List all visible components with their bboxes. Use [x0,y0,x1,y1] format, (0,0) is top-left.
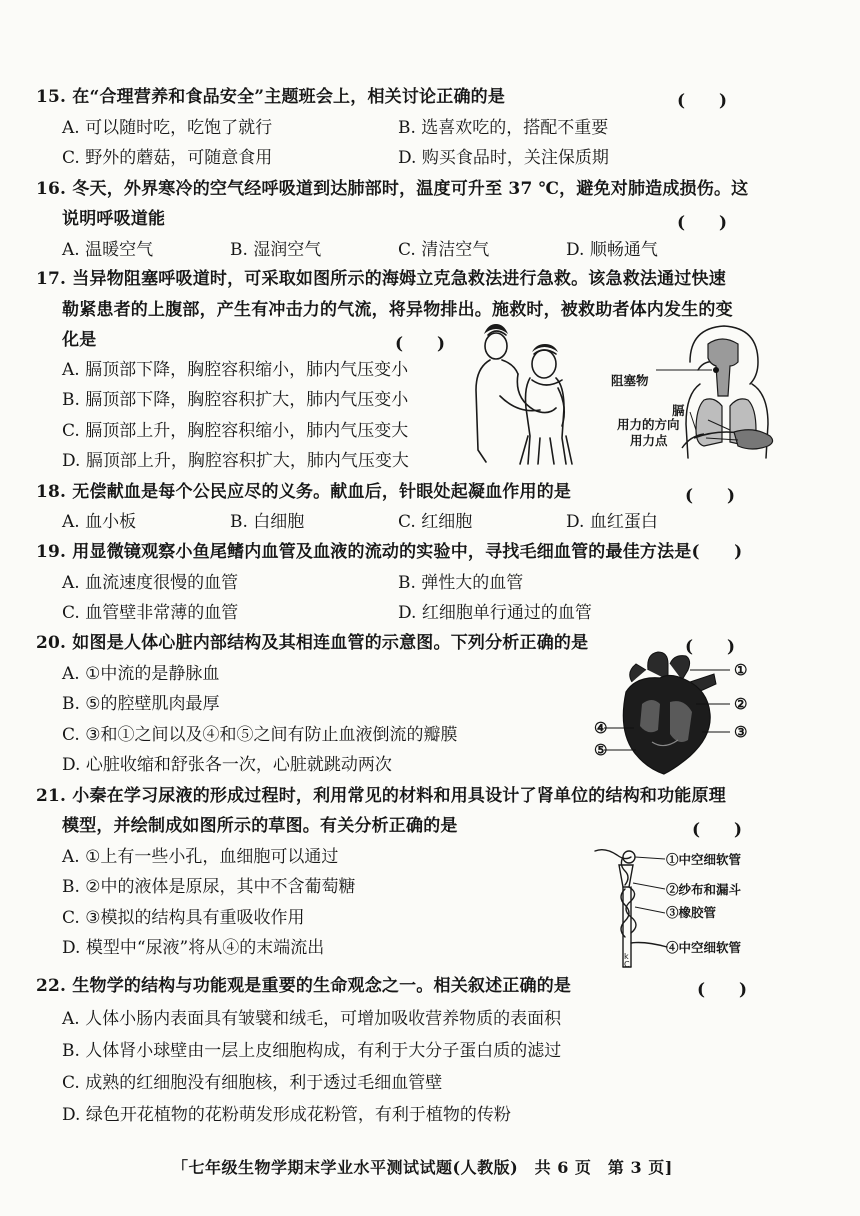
q15-option-a: A. 可以随时吃，吃饱了就行 [62,118,273,138]
q17-stem-line2: 勒紧患者的上腹部，产生有冲击力的气流，将异物排出。施救时，被救助者体内发生的变 [62,300,733,320]
q16-option-b: B. 湿润空气 [230,240,322,260]
q19-option-a: A. 血流速度很慢的血管 [62,573,239,593]
q17-stem-line1: 17. 当异物阻塞呼吸道时，可采取如图所示的海姆立克急救法进行急救。该急救法通过快速 [36,269,726,289]
q20-option-d: D. 心脏收缩和舒张各一次，心脏就跳动两次 [62,755,392,775]
q16-option-a: A. 温暖空气 [62,240,154,260]
svg-text:C: C [624,960,630,969]
q19-option-d: D. 红细胞单行通过的血管 [398,603,592,623]
heimlich-rescuers-illustration [470,326,590,466]
q15-answer-paren: ( ) [677,91,728,111]
q18-option-c: C. 红细胞 [398,512,473,532]
q16-option-c: C. 清洁空气 [398,240,490,260]
q22-answer-paren: ( ) [697,980,748,1000]
q17-stem-line3: 化是 [62,330,97,350]
q19-option-b: B. 弹性大的血管 [398,573,524,593]
q18-option-d: D. 血红蛋白 [566,512,658,532]
q21-option-d: D. 模型中“尿液”将从④的末端流出 [62,938,325,958]
nephron-model-illustration [593,843,673,973]
nephron-label-4: ④中空细软管 [666,940,742,955]
q22-option-b: B. 人体肾小球壁由一层上皮细胞构成，有利于大分子蛋白质的滤过 [62,1041,562,1061]
q20-option-a: A. ①中流的是静脉血 [62,664,220,684]
heart-structure-illustration [612,652,722,774]
q16-stem-line2: 说明呼吸道能 [62,209,166,229]
q20-stem: 20. 如图是人体心脏内部结构及其相连血管的示意图。下列分析正确的是 [36,633,589,653]
q21-answer-paren: ( ) [692,820,743,840]
q17-option-d: D. 膈顶部上升，胸腔容积扩大，肺内气压变大 [62,451,409,471]
nephron-label-3: ③橡胶管 [666,905,717,920]
q16-answer-paren: ( ) [677,213,728,233]
q17-answer-paren: ( ) [395,334,446,354]
q15-option-d: D. 购买食品时，关注保质期 [398,148,609,168]
q20-option-c: C. ③和①之间以及④和⑤之间有防止血液倒流的瓣膜 [62,725,458,745]
q20-answer-paren: ( ) [685,637,736,657]
heart-label-2: ② [734,695,748,713]
q17-option-c: C. 膈顶部上升，胸腔容积缩小，肺内气压变大 [62,421,409,441]
q17-option-a: A. 膈顶部下降，胸腔容积缩小，肺内气压变小 [62,360,409,380]
page-footer: 「七年级生物学期末学业水平测试试题(人教版) 共 6 页 第 3 页] [172,1158,673,1177]
q17-label-obstruction: 阻塞物 [611,373,649,388]
heart-label-1: ① [734,661,748,679]
q16-stem-line1: 16. 冬天，外界寒冷的空气经呼吸道到达肺部时，温度可升至 37 ℃，避免对肺造成损伤。这 [36,179,749,199]
q22-stem: 22. 生物学的结构与功能观是重要的生命观念之一。相关叙述正确的是 [36,976,572,996]
q19-stem: 19. 用显微镜观察小鱼尾鳍内血管及血液的流动的实验中，寻找毛细血管的最佳方法是( ) [36,542,743,562]
q18-option-a: A. 血小板 [62,512,137,532]
q18-stem: 18. 无偿献血是每个公民应尽的义务。献血后，针眼处起凝血作用的是 [36,482,572,502]
q22-option-c: C. 成熟的红细胞没有细胞核，利于透过毛细血管壁 [62,1073,443,1093]
q21-option-b: B. ②中的液体是原尿，其中不含葡萄糖 [62,877,356,897]
q17-label-diaphragm: 膈 [672,403,685,418]
respiratory-anatomy-illustration [660,320,790,460]
q21-stem-line1: 21. 小秦在学习尿液的形成过程时，利用常见的材料和用具设计了肾单位的结构和功能原理 [36,786,726,806]
q22-option-a: A. 人体小肠内表面具有皱襞和绒毛，可增加吸收营养物质的表面积 [62,1009,562,1029]
heart-label-4: ④ [594,719,608,737]
q18-answer-paren: ( ) [685,486,736,506]
q21-option-a: A. ①上有一些小孔，血细胞可以通过 [62,847,339,867]
heart-label-5: ⑤ [594,741,608,759]
q15-option-c: C. 野外的蘑菇，可随意食用 [62,148,273,168]
q17-label-force-point: 用力点 [630,433,668,448]
q15-stem: 15. 在“合理营养和食品安全”主题班会上，相关讨论正确的是 [36,87,506,107]
q20-option-b: B. ⑤的腔壁肌肉最厚 [62,694,220,714]
svg-text:k: k [624,952,629,961]
q17-option-b: B. 膈顶部下降，胸腔容积扩大，肺内气压变小 [62,390,409,410]
q19-option-c: C. 血管壁非常薄的血管 [62,603,239,623]
nephron-label-2: ②纱布和漏斗 [666,882,742,897]
q16-option-d: D. 顺畅通气 [566,240,658,260]
q22-option-d: D. 绿色开花植物的花粉萌发形成花粉管，有利于植物的传粉 [62,1105,511,1125]
nephron-label-1: ①中空细软管 [666,852,742,867]
q17-label-force-direction: 用力的方向 [617,417,680,432]
heart-label-3: ③ [734,723,748,741]
q21-option-c: C. ③模拟的结构具有重吸收作用 [62,908,305,928]
q21-stem-line2: 模型，并绘制成如图所示的草图。有关分析正确的是 [62,816,458,836]
q18-option-b: B. 白细胞 [230,512,305,532]
q15-option-b: B. 选喜欢吃的，搭配不重要 [398,118,609,138]
